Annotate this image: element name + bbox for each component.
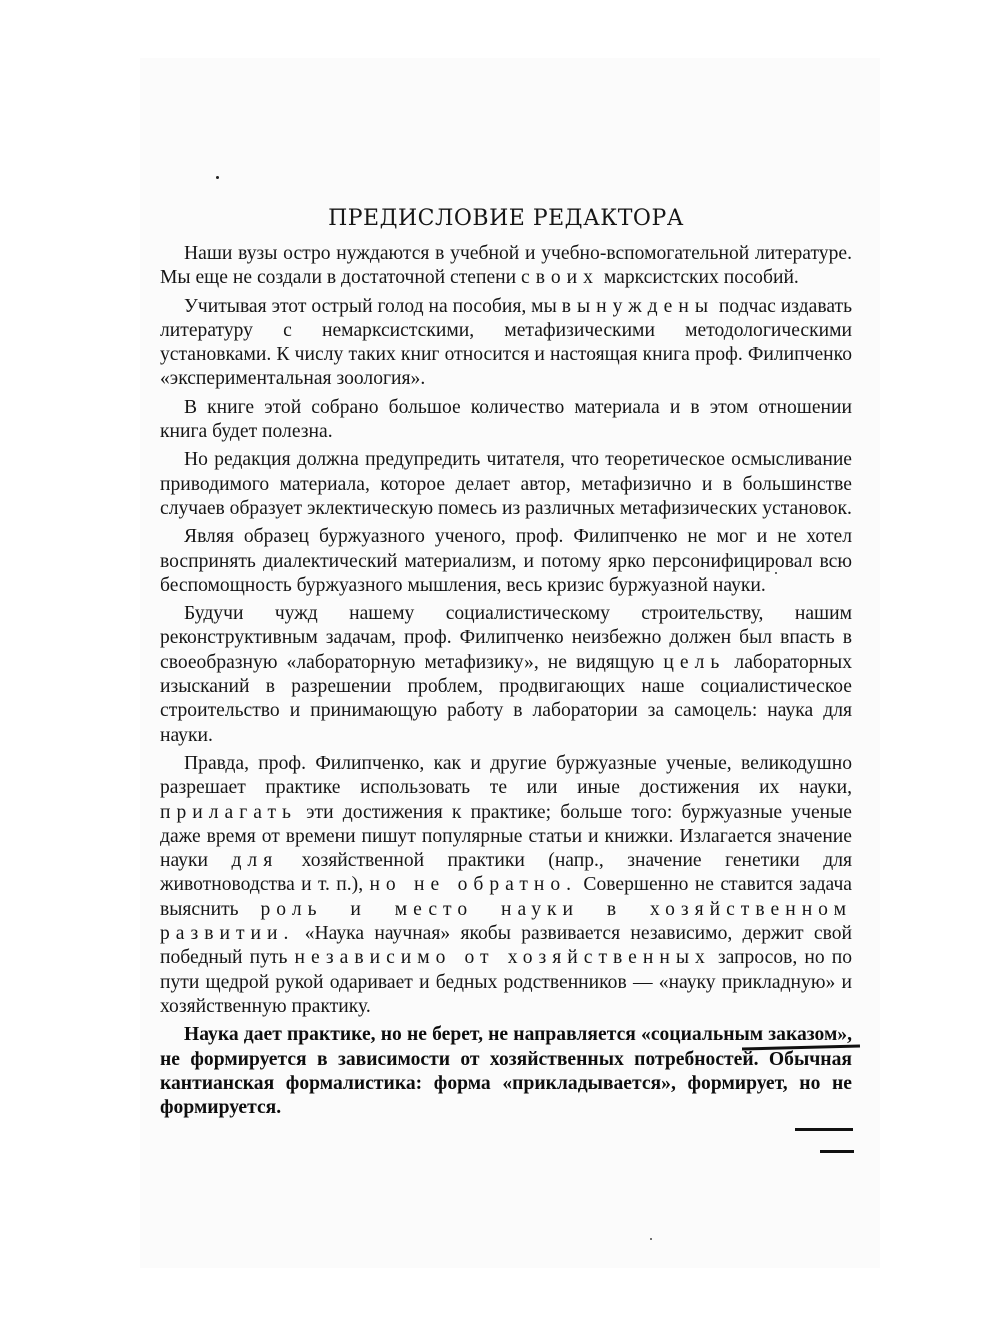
scan-speck — [650, 1238, 652, 1240]
text-run: В книге этой собрано большое количество материала и в этом отношении книга будет полезна. — [160, 396, 852, 443]
text-run: запросов, но по пути щедрой рукой одаривает и бедных родственников — «науку прикладную» и хозяйственную практику. — [160, 947, 852, 1017]
text-run: Совершенно не ставится задача выяснить — [160, 874, 852, 920]
text-run: марксистских пособий. — [598, 267, 799, 289]
paragraph-1 — [160, 242, 852, 291]
emphasized-text: для — [231, 850, 279, 872]
preface-body — [160, 242, 852, 1124]
page-title: ПРЕДИСЛОВИЕ РЕДАКТОРА — [328, 206, 684, 231]
pen-underline-mark — [820, 1150, 854, 1153]
paragraph-7 — [160, 752, 852, 1019]
emphasized-text: роль и место науки в хозяйственном развитии. — [160, 898, 853, 945]
emphasized-text: вынуждены — [561, 295, 714, 317]
emphasized-text: своих — [521, 267, 599, 289]
paragraph-8 — [160, 1023, 852, 1120]
emphasized-text: но не обратно. — [369, 874, 578, 896]
scan-speck — [216, 176, 219, 179]
text-run: Наши вузы остро нуждаются в учебной и учебно-вспомогательной литературе. Мы еще не создали в достаточной степени — [160, 243, 852, 289]
paragraph-5 — [160, 525, 852, 598]
paragraph-2 — [160, 295, 852, 392]
text-run: Будучи чужд нашему социалистическому строительству, нашим реконструктивным задачам, проф. Филипченко неизбежно должен был впасть в своеобразную «лабораторную метафизику», не видящую — [160, 603, 852, 673]
text-run: эти достижения к практике; больше того: буржуазные ученые даже время от времени пишут популярные статьи и книжки. Излагается значение науки — [160, 801, 852, 872]
paragraph-6 — [160, 602, 852, 748]
text-run: Наука дает практике, но не берет, не направляется «социальным заказом», не формируется в зависимости от хозяйственных потребностей. Обычная кантианская формалистика: форма «прикладывается», формирует, но не формируется. — [160, 1024, 852, 1119]
emphasized-text: прилагать — [160, 801, 297, 823]
emphasized-text: независимо от хозяйственных — [294, 947, 711, 969]
text-run: хозяйственной практики (напр., значение генетики для животноводства и т. п.), — [160, 850, 852, 896]
text-run: подчас издавать литературу с немарксистскими, метафизическими методологическими установками. К числу таких книг относится и настоящая книга проф. Филипченко «экспериментальная зоология». — [160, 295, 853, 390]
text-run: «Наука научная» якобы развивается независимо, держит свой победный путь — [160, 923, 852, 969]
text-run: Учитывая этот острый голод на пособия, мы — [184, 295, 562, 317]
pen-underline-mark — [795, 1128, 853, 1131]
paragraph-3 — [160, 396, 852, 445]
text-run: лабораторных изысканий в разрешении проблем, продвигающих наше социалистическое строительство и принимающую работу в лаборатории за самоцель: наука для науки. — [160, 651, 852, 746]
emphasized-text: цель — [663, 651, 726, 673]
text-run: Но редакция должна предупредить читателя, что теоретическое осмысливание приводимого материала, которое делает автор, метафизично и в большинстве случаев образует эклектическую помесь из различных метафизических установок. — [160, 449, 852, 519]
paragraph-4 — [160, 448, 852, 521]
text-run: Являя образец буржуазного ученого, проф. Филипченко не мог и не хотел воспринять диалектический материализм, и потому ярко персонифицировал всю беспомощность буржуазного мышления, весь кризис буржуазной науки. — [160, 526, 852, 596]
text-run: Правда, проф. Филипченко, как и другие буржуазные ученые, великодушно разрешает практике использовать те или иные достижения их науки, — [160, 752, 852, 799]
